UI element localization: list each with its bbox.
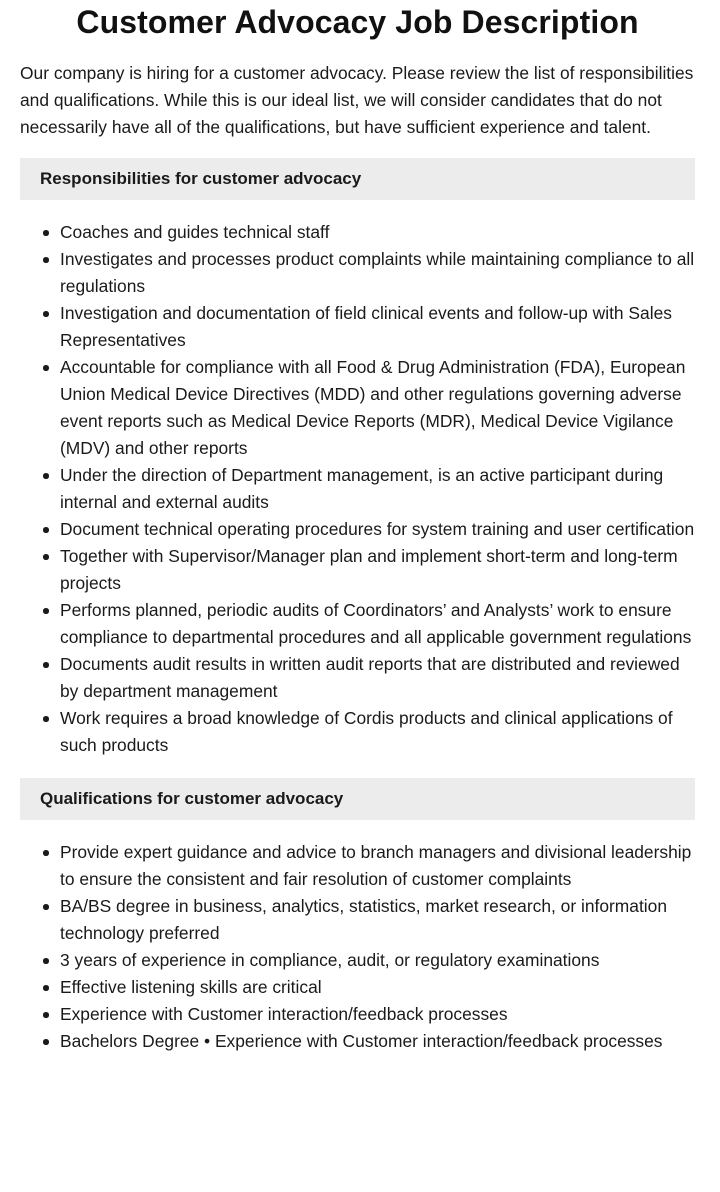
job-description-page [20, 0, 695, 1055]
list-item: Provide expert guidance and advice to branch managers and divisional leadership to ensure the consistent and fair resolution of customer complaints [60, 839, 695, 893]
list-item: 3 years of experience in compliance, audit, or regulatory examinations [60, 947, 695, 974]
list-item: Effective listening skills are critical [60, 974, 695, 1001]
list-item: Work requires a broad knowledge of Cordis products and clinical applications of such products [60, 705, 695, 759]
page-title: Customer Advocacy Job Description [76, 4, 639, 40]
list-item: Coaches and guides technical staff [60, 219, 695, 246]
list-item: Bachelors Degree • Experience with Customer interaction/feedback processes [60, 1028, 695, 1055]
intro-paragraph: Our company is hiring for a customer advocacy. Please review the list of responsibilities and qualifications. While this is our ideal list, we will consider candidates that do not necessarily have all of the qualifications, but have sufficient experience and talent. [20, 63, 694, 137]
list-item: BA/BS degree in business, analytics, statistics, market research, or information technology preferred [60, 893, 695, 947]
list-item: Accountable for compliance with all Food & Drug Administration (FDA), European Union Medical Device Directives (MDD) and other regulations governing adverse event reports such as Medical Device Reports (MDR), Medical Device Vigilance (MDV) and other reports [60, 354, 695, 462]
list-item: Under the direction of Department management, is an active participant during internal and external audits [60, 462, 695, 516]
list-item: Documents audit results in written audit reports that are distributed and reviewed by department management [60, 651, 695, 705]
responsibilities-list [20, 219, 695, 759]
list-item: Investigates and processes product complaints while maintaining compliance to all regulations [60, 246, 695, 300]
list-item: Experience with Customer interaction/feedback processes [60, 1001, 695, 1028]
qualifications-list [20, 839, 695, 1055]
qualifications-heading: Qualifications for customer advocacy [20, 778, 695, 820]
list-item: Investigation and documentation of field clinical events and follow-up with Sales Representatives [60, 300, 695, 354]
list-item: Document technical operating procedures for system training and user certification [60, 516, 695, 543]
list-item: Together with Supervisor/Manager plan and implement short-term and long-term projects [60, 543, 695, 597]
list-item: Performs planned, periodic audits of Coordinators’ and Analysts’ work to ensure compliance to departmental procedures and all applicable government regulations [60, 597, 695, 651]
responsibilities-heading: Responsibilities for customer advocacy [20, 158, 695, 200]
